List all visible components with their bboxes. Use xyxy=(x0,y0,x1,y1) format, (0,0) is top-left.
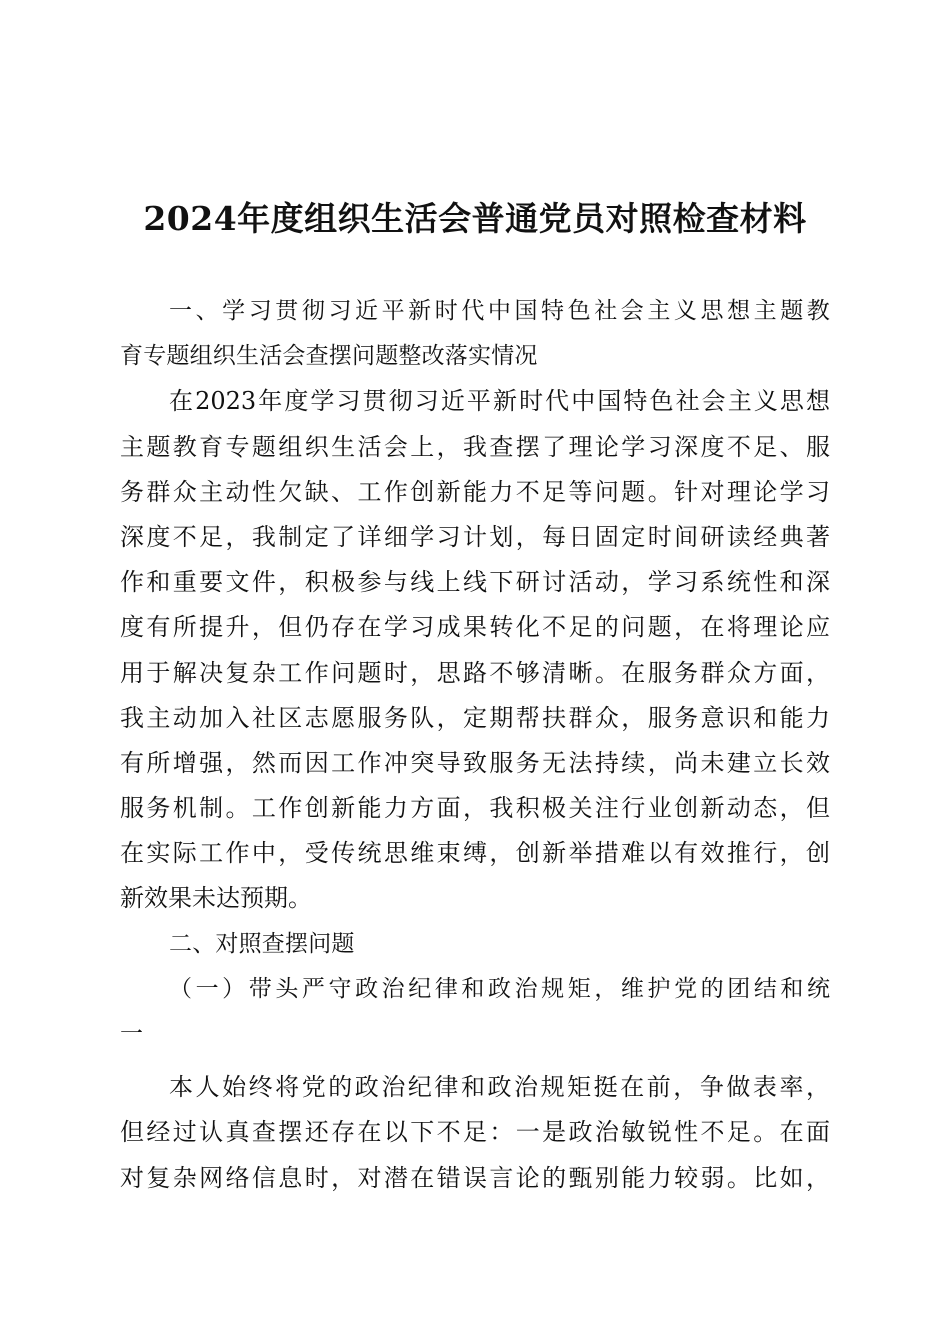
section1-paragraph-line: 作和重要文件，积极参与线上线下研讨活动，学习系统性和深 xyxy=(120,568,830,597)
section1-paragraph-line: 用于解决复杂工作问题时，思路不够清晰。在服务群众方面， xyxy=(120,658,830,687)
document-body xyxy=(120,289,830,1201)
section1-heading-line: 一、学习贯彻习近平新时代中国特色社会主义思想主题教 xyxy=(169,298,830,324)
section1-paragraph-line: 我主动加入社区志愿服务队，定期帮扶群众，服务意识和能力 xyxy=(120,703,830,732)
section2-heading: 二、对照查摆问题 xyxy=(169,930,355,957)
section2-paragraph-line: 但经过认真查摆还存在以下不足：一是政治敏锐性不足。在面 xyxy=(120,1118,830,1147)
section2-paragraph-line: 对复杂网络信息时，对潜在错误言论的甄别能力较弱。比如， xyxy=(120,1163,830,1192)
section1-paragraph-line: 在实际工作中，受传统思维束缚，创新举措难以有效推行，创 xyxy=(120,839,830,868)
section1-paragraph-line: 服务机制。工作创新能力方面，我积极关注行业创新动态，但 xyxy=(120,794,830,823)
section2-paragraph-line: 本人始终将党的政治纪律和政治规矩挺在前，争做表率， xyxy=(169,1073,830,1102)
section1-paragraph-line: 主题教育专题组织生活会上，我查摆了理论学习深度不足、服 xyxy=(120,432,830,461)
section1-paragraph-line: 新效果未达预期。 xyxy=(120,884,312,913)
section2-subheading-line: （一）带头严守政治纪律和政治规矩，维护党的团结和统 xyxy=(169,975,830,1002)
spacer xyxy=(120,1057,830,1065)
document-title: 2024年度组织生活会普通党员对照检查材料 xyxy=(143,199,807,238)
section1-heading-line: 育专题组织生活会查摆问题整改落实情况 xyxy=(120,343,538,370)
section1-paragraph-line: 深度不足，我制定了详细学习计划，每日固定时间研读经典著 xyxy=(120,522,830,551)
section1-paragraph-line: 有所增强，然而因工作冲突导致服务无法持续，尚未建立长效 xyxy=(120,748,830,777)
section2-subheading-line: 一 xyxy=(120,1021,143,1047)
section1-paragraph-line: 务群众主动性欠缺、工作创新能力不足等问题。针对理论学习 xyxy=(120,477,830,506)
section1-paragraph-line: 度有所提升，但仍存在学习成果转化不足的问题，在将理论应 xyxy=(120,613,830,642)
section1-paragraph-line: 在2023年度学习贯彻习近平新时代中国特色社会主义思想 xyxy=(169,387,830,416)
